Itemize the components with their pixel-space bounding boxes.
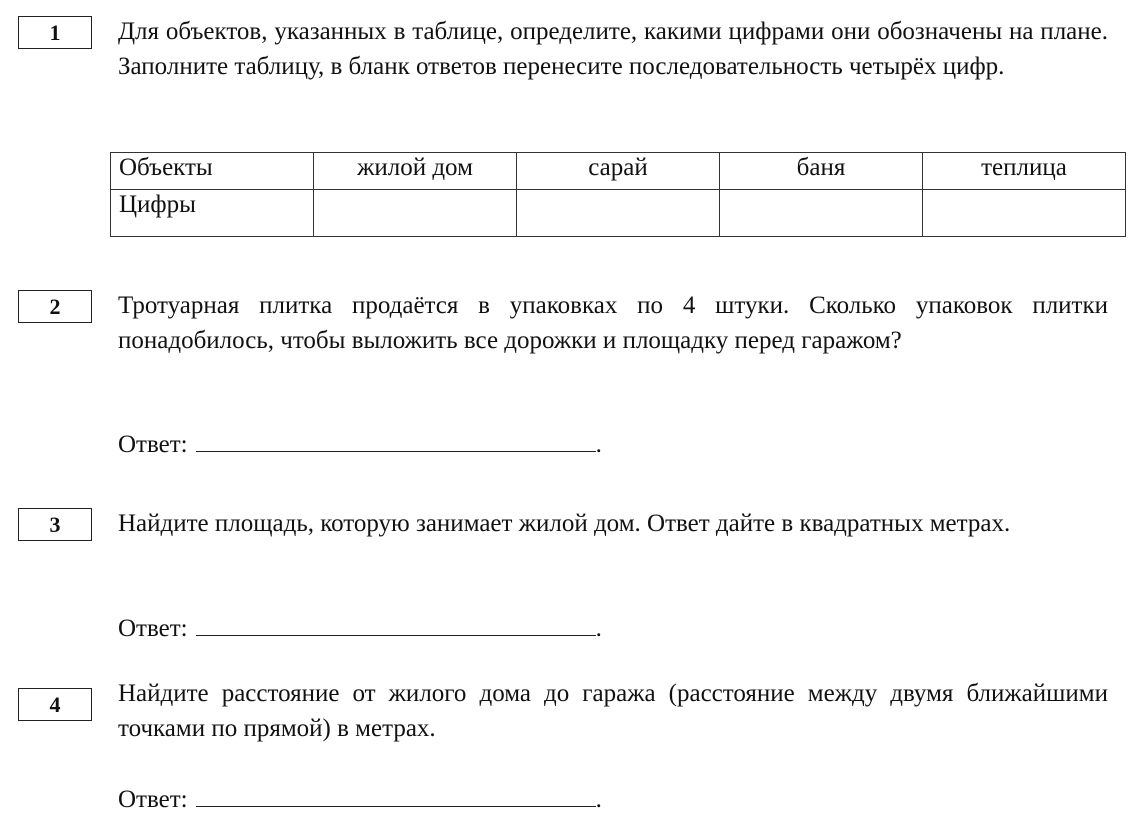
table-column-bathhouse: баня [720,153,923,190]
table-row-header-digits: Цифры [111,190,314,237]
table-column-house: жилой дом [314,153,517,190]
answer-label: Ответ: [118,786,188,813]
task-number-box: 4 [18,688,92,721]
table-cell-digit-shed[interactable] [517,190,720,237]
answer-label: Ответ: [118,615,188,642]
answer-line [118,611,602,646]
task-text: Найдите площадь, которую занимает жилой дом. Ответ дайте в квадратных метрах. [118,510,1011,537]
task-text: Для объектов, указанных в таблице, определите, какими цифрами они обозначены на плане. Заполните таблицу, в бланк ответов перенесите последовательность четырёх цифр. [118,18,1108,80]
table-column-greenhouse: теплица [923,153,1126,190]
table-column-shed: сарай [517,153,720,190]
task-number-box: 3 [18,508,92,541]
table-cell-digit-bathhouse[interactable] [720,190,923,237]
answer-end: . [595,431,602,458]
task-text: Найдите расстояние от жилого дома до гаража (расстояние между двумя ближайшими точками по прямой) в метрах. [118,680,1108,742]
answer-end: . [595,786,602,813]
table-row-digits [111,190,1126,237]
answer-end: . [595,615,602,642]
answer-line [118,782,602,817]
answer-blank[interactable] [196,611,596,636]
answer-label: Ответ: [118,431,188,458]
answer-blank[interactable] [196,782,596,807]
task-number-box: 1 [18,16,92,49]
task-text: Тротуарная плитка продаётся в упаковках по 4 штуки. Сколько упаковок плитки понадобилось, чтобы выложить все дорожки и площадку перед гаражом? [118,292,1108,354]
table-row-header-objects: Объекты [111,153,314,190]
answer-line [118,427,602,462]
task-number-box: 2 [18,290,92,323]
table-row-objects [111,153,1126,190]
answer-blank[interactable] [196,427,596,452]
table-cell-digit-house[interactable] [314,190,517,237]
table-cell-digit-greenhouse[interactable] [923,190,1126,237]
objects-table [110,152,1126,237]
